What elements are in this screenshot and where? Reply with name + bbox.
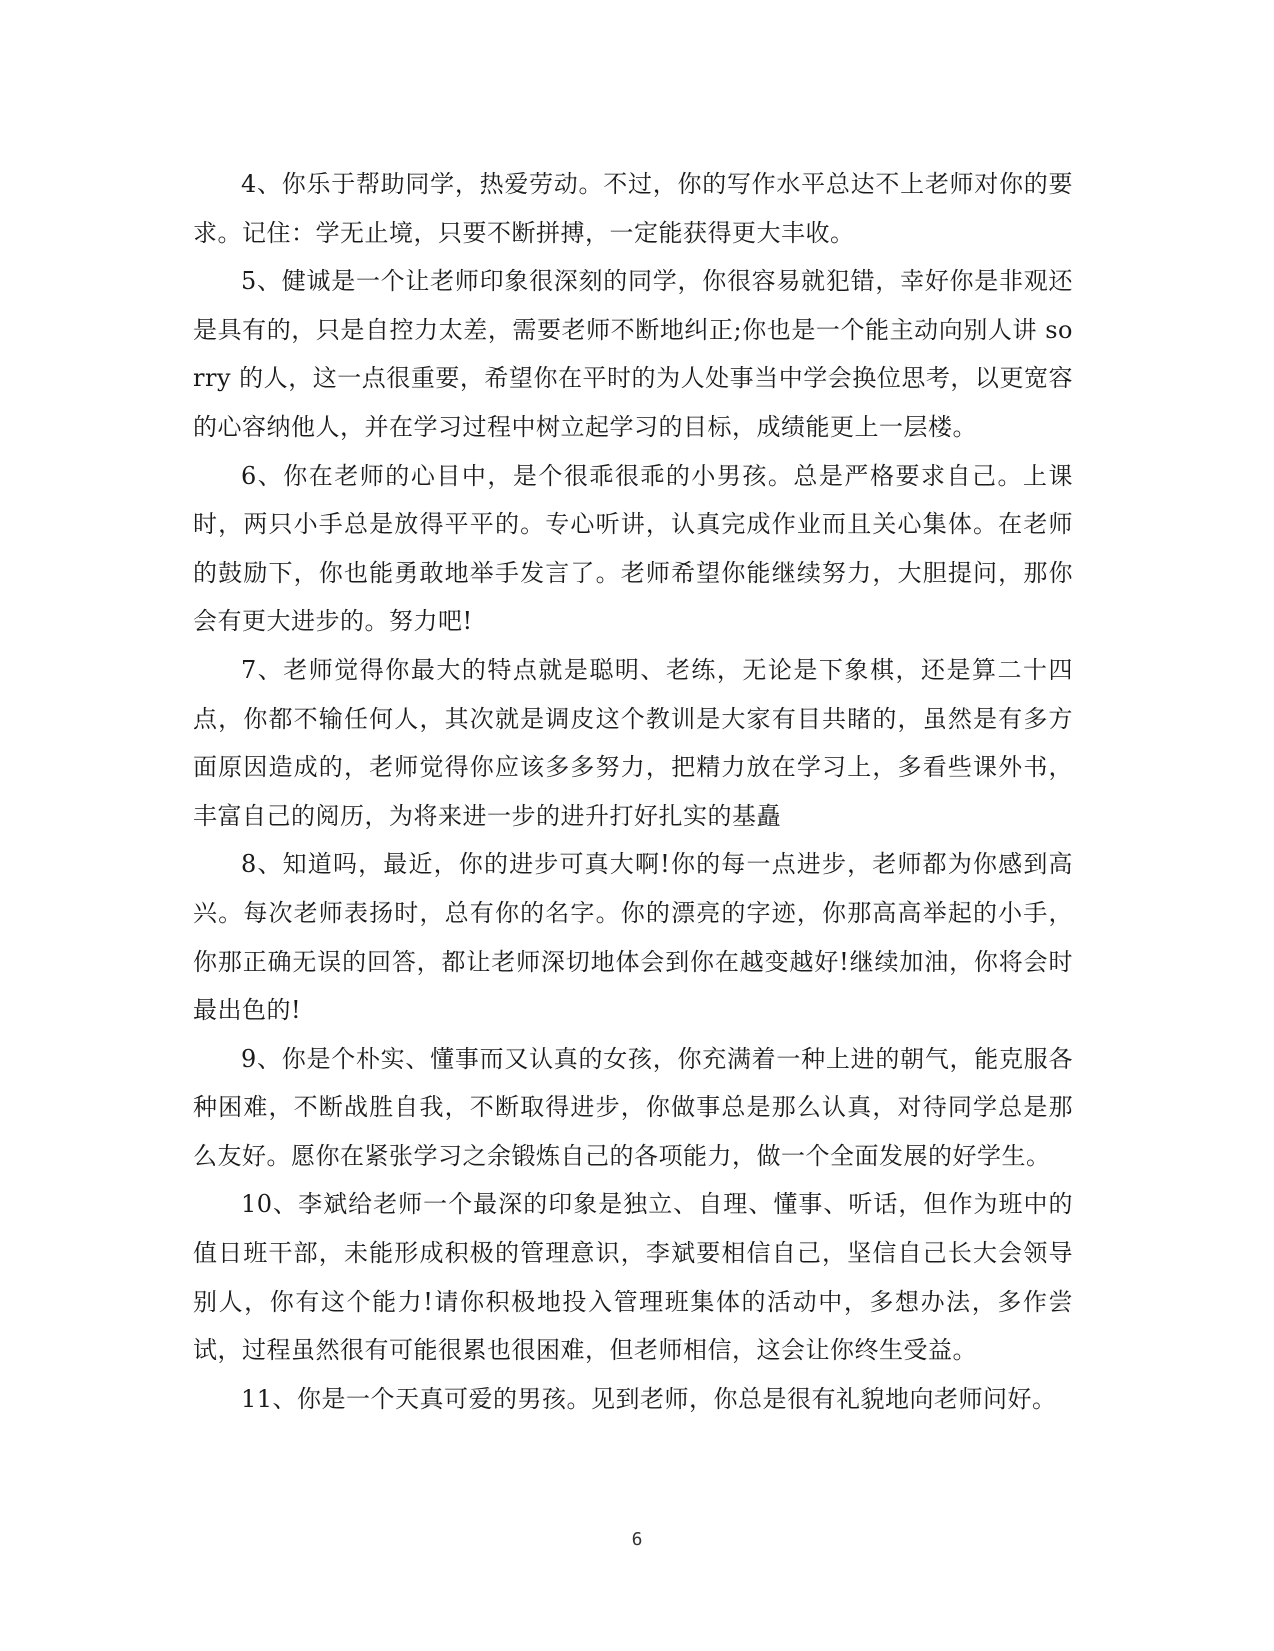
paragraph-8: 8、知道吗，最近，你的进步可真大啊!你的每一点进步，老师都为你感到高兴。每次老师表扬时，总有你的名字。你的漂亮的字迹，你那高高举起的小手，你那正确无误的回答，都让老师深切地体会到你在越变越好!继续加油，你将会时最出色的!	[193, 850, 1073, 1025]
document-body	[193, 160, 1073, 1423]
paragraph-6: 6、你在老师的心目中，是个很乖很乖的小男孩。总是严格要求自己。上课时，两只小手总是放得平平的。专心听讲，认真完成作业而且关心集体。在老师的鼓励下，你也能勇敢地举手发言了。老师希望你能继续努力，大胆提问，那你会有更大进步的。努力吧!	[193, 461, 1073, 636]
paragraph-7: 7、老师觉得你最大的特点就是聪明、老练，无论是下象棋，还是算二十四点，你都不输任何人，其次就是调皮这个教训是大家有目共睹的，虽然是有多方面原因造成的，老师觉得你应该多多努力，把精力放在学习上，多看些课外书，丰富自己的阅历，为将来进一步的进升打好扎实的基矗	[193, 655, 1073, 830]
paragraph-9: 9、你是个朴实、懂事而又认真的女孩，你充满着一种上进的朝气，能克服各种困难，不断战胜自我，不断取得进步，你做事总是那么认真，对待同学总是那么友好。愿你在紧张学习之余锻炼自己的各项能力，做一个全面发展的好学生。	[193, 1044, 1073, 1170]
paragraph-4: 4、你乐于帮助同学，热爱劳动。不过，你的写作水平总达不上老师对你的要求。记住：学无止境，只要不断拼搏，一定能获得更大丰收。	[193, 170, 1073, 247]
paragraph-10: 10、李斌给老师一个最深的印象是独立、自理、懂事、听话，但作为班中的值日班干部，未能形成积极的管理意识，李斌要相信自己，坚信自己长大会领导别人，你有这个能力!请你积极地投入管理班集体的活动中，多想办法，多作尝试，过程虽然很有可能很累也很困难，但老师相信，这会让你终生受益。	[193, 1190, 1073, 1365]
paragraph-11: 11、你是一个天真可爱的男孩。见到老师，你总是很有礼貌地向老师问好。	[241, 1384, 1057, 1413]
paragraph-5: 5、健诚是一个让老师印象很深刻的同学，你很容易就犯错，幸好你是非观还是具有的，只是自控力太差，需要老师不断地纠正;你也是一个能主动向别人讲 sorry 的人，这一点很重要，希望你在平时的为人处事当中学会换位思考，以更宽容的心容纳他人，并在学习过程中树立起学习的目标，成绩能更上一层楼。	[193, 267, 1073, 441]
page-number: 6	[631, 1529, 643, 1550]
